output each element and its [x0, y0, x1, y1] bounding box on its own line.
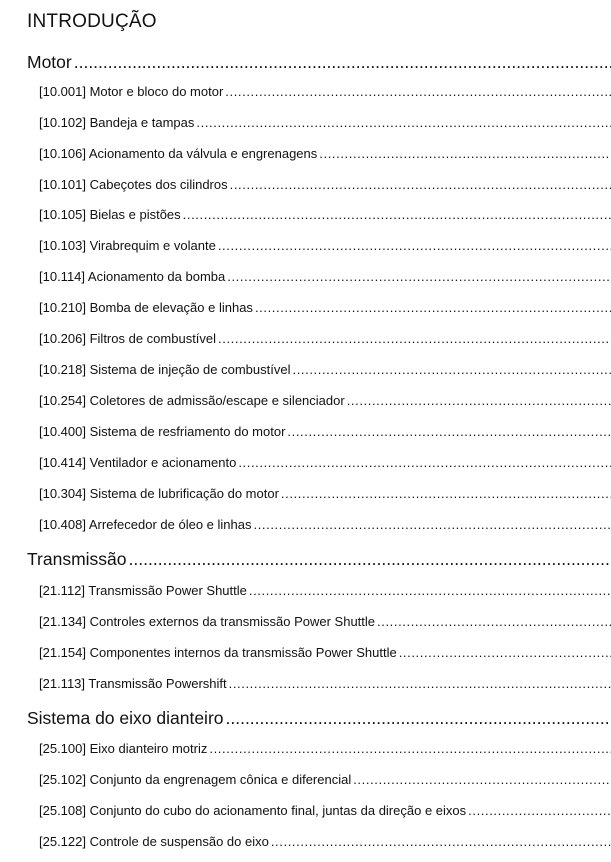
toc-item-label: [21.112] Transmissão Power Shuttle: [39, 583, 247, 598]
dot-leader: [209, 740, 611, 757]
dot-leader: [292, 361, 611, 378]
toc-item-label: [10.408] Arrefecedor de óleo e linhas: [39, 517, 252, 532]
dot-leader: [255, 299, 611, 316]
dot-leader: [347, 392, 611, 409]
toc-item[interactable]: [39, 613, 611, 630]
toc-item-label: [25.100] Eixo dianteiro motriz: [39, 741, 208, 756]
toc-item-label: [10.114] Acionamento da bomba: [39, 269, 226, 284]
toc-item[interactable]: [39, 361, 611, 378]
dot-leader: [129, 548, 611, 570]
toc-item[interactable]: [39, 237, 611, 254]
section-label: Transmissão: [27, 549, 127, 569]
dot-leader: [238, 454, 611, 471]
dot-leader: [271, 833, 611, 850]
toc-item[interactable]: [39, 740, 611, 757]
toc-item[interactable]: [39, 582, 611, 599]
toc-item-label: [10.304] Sistema de lubrificação do motor: [39, 486, 279, 501]
toc-item-label: [10.106] Acionamento da válvula e engrenagens: [39, 146, 318, 161]
toc-item[interactable]: [39, 675, 611, 692]
toc-item[interactable]: [39, 802, 611, 819]
toc-item-label: [10.101] Cabeçotes dos cilindros: [39, 177, 228, 192]
dot-leader: [74, 51, 611, 73]
dot-leader: [218, 330, 611, 347]
dot-leader: [249, 582, 611, 599]
toc-item[interactable]: [39, 423, 611, 440]
toc-item-label: [10.254] Coletores de admissão/escape e silenciador: [39, 393, 345, 408]
toc-item-label: [10.218] Sistema de injeção de combustível: [39, 362, 291, 377]
toc-item[interactable]: [39, 114, 611, 131]
toc-item-label: [25.108] Conjunto do cubo do acionamento final, juntas da direção e eixos: [39, 803, 467, 818]
toc-item-label: [10.105] Bielas e pistões: [39, 207, 181, 222]
toc-item-label: [21.134] Controles externos da transmissão Power Shuttle: [39, 614, 376, 629]
toc-item[interactable]: [39, 83, 611, 100]
dot-leader: [287, 423, 611, 440]
dot-leader: [227, 268, 611, 285]
toc-item-label: [21.154] Componentes internos da transmissão Power Shuttle: [39, 645, 397, 660]
toc-item[interactable]: [39, 268, 611, 285]
toc-item-label: [25.122] Controle de suspensão do eixo: [39, 834, 269, 849]
toc-item-label: [25.102] Conjunto da engrenagem cônica e diferencial: [39, 772, 352, 787]
toc-section-motor[interactable]: [27, 51, 611, 73]
dot-leader: [229, 675, 611, 692]
toc-item-label: [10.414] Ventilador e acionamento: [39, 455, 237, 470]
toc-item[interactable]: [39, 454, 611, 471]
page-title: INTRODUÇÃO: [27, 11, 157, 32]
toc-item[interactable]: [39, 299, 611, 316]
toc-item-label: [10.103] Virabrequim e volante: [39, 238, 216, 253]
dot-leader: [218, 237, 611, 254]
toc-item[interactable]: [39, 330, 611, 347]
toc-item-label: [10.206] Filtros de combustível: [39, 331, 217, 346]
dot-leader: [353, 771, 611, 788]
dot-leader: [225, 83, 611, 100]
dot-leader: [377, 613, 611, 630]
toc-item[interactable]: [39, 206, 611, 223]
toc-section-transmissao[interactable]: [27, 548, 611, 570]
dot-leader: [281, 485, 611, 502]
dot-leader: [253, 516, 611, 533]
toc-item[interactable]: [39, 392, 611, 409]
toc-item-label: [10.001] Motor e bloco do motor: [39, 84, 224, 99]
toc-item[interactable]: [39, 145, 611, 162]
toc-item-label: [10.210] Bomba de elevação e linhas: [39, 300, 253, 315]
dot-leader: [468, 802, 611, 819]
toc-item[interactable]: [39, 485, 611, 502]
toc-item[interactable]: [39, 644, 611, 661]
dot-leader: [319, 145, 611, 162]
toc-section-eixo-dianteiro[interactable]: [27, 707, 611, 729]
dot-leader: [230, 176, 611, 193]
dot-leader: [226, 707, 611, 729]
toc-item[interactable]: [39, 516, 611, 533]
dot-leader: [399, 644, 611, 661]
section-label: Motor: [27, 52, 72, 72]
dot-leader: [183, 206, 611, 223]
section-label: Sistema do eixo dianteiro: [27, 708, 224, 728]
toc-item[interactable]: [39, 176, 611, 193]
toc-item[interactable]: [39, 771, 611, 788]
dot-leader: [196, 114, 611, 131]
toc-item-label: [21.113] Transmissão Powershift: [39, 676, 227, 691]
toc-item-label: [10.400] Sistema de resfriamento do motor: [39, 424, 286, 439]
toc-item-label: [10.102] Bandeja e tampas: [39, 115, 195, 130]
toc-item[interactable]: [39, 833, 611, 850]
